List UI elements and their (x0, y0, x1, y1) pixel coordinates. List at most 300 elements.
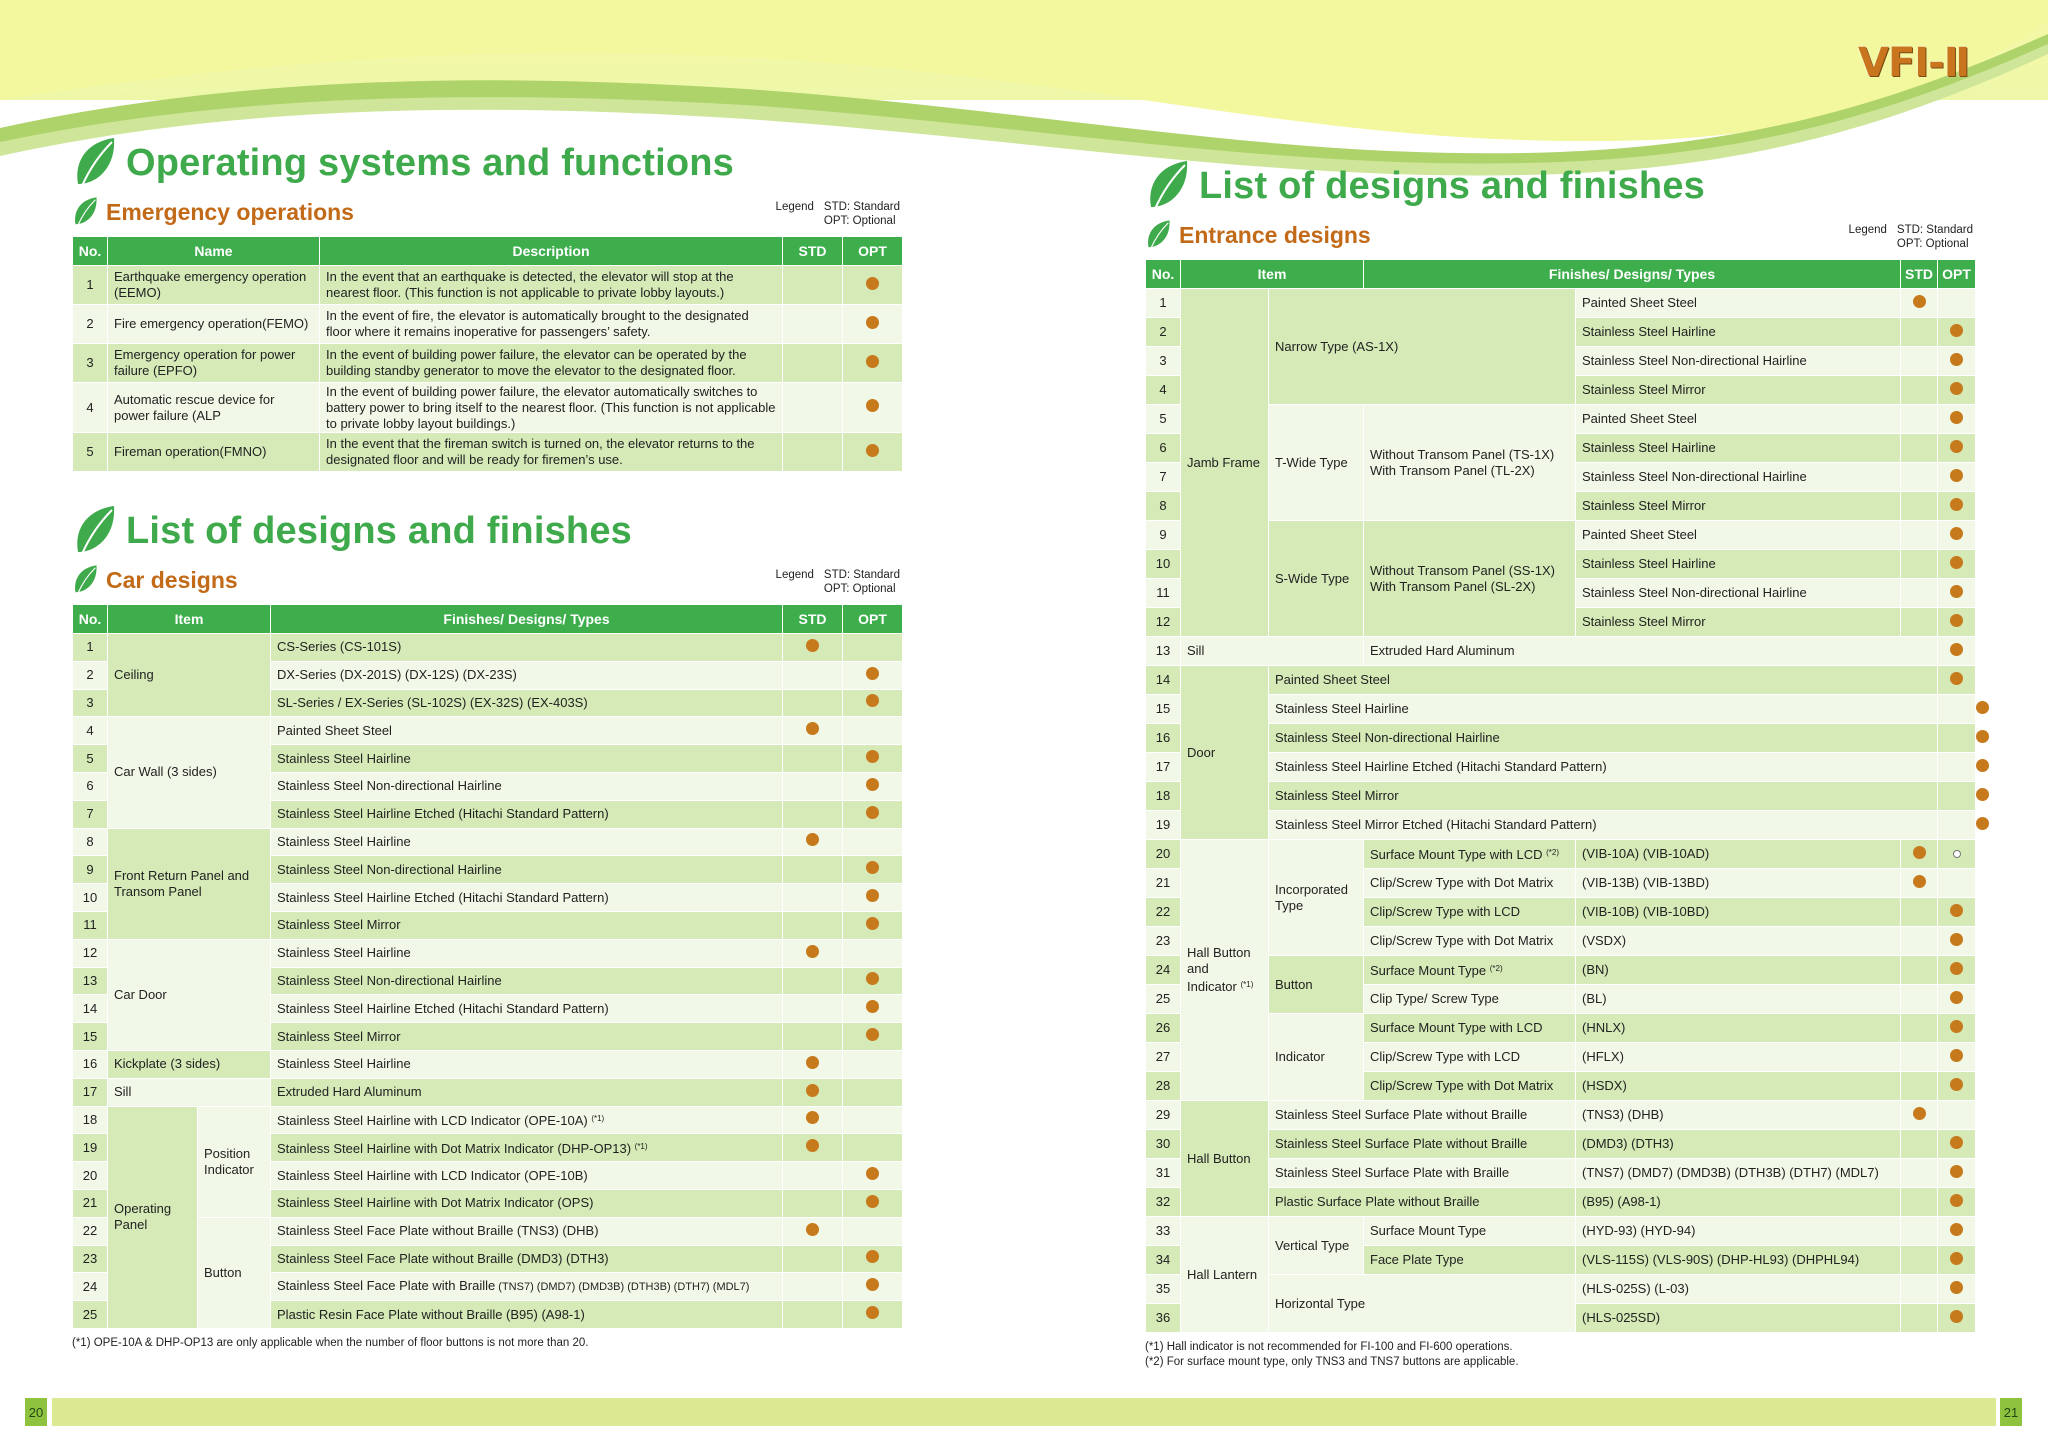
opt-cell (843, 939, 903, 967)
row-number: 4 (1146, 376, 1181, 405)
group-t-wide-type: T-Wide Type (1269, 405, 1364, 521)
row-number: 32 (1146, 1188, 1181, 1217)
row-model: (VIB-10B) (VIB-10BD) (1576, 898, 1901, 927)
std-cell (1938, 666, 1976, 695)
row-finish: Stainless Steel Hairline (271, 828, 783, 856)
row-number: 6 (73, 772, 108, 800)
footnote-ref: (*1) (591, 1113, 605, 1123)
opt-cell (843, 1162, 903, 1190)
opt-cell (1938, 927, 1976, 956)
col-header-item: Item (108, 605, 271, 634)
dot-icon (1976, 701, 1989, 714)
left-page (72, 134, 902, 1351)
std-cell (1901, 550, 1938, 579)
dot-icon (1950, 1194, 1963, 1207)
row-number: 24 (1146, 956, 1181, 985)
row-type: Clip/Screw Type with Dot Matrix (1364, 927, 1576, 956)
table-row (1146, 956, 1976, 985)
row-number: 19 (73, 1134, 108, 1162)
table-row (1146, 1130, 1976, 1159)
row-finish: Stainless Steel Non-directional Hairline (271, 856, 783, 884)
col-header-no: No. (73, 237, 108, 266)
col-header-std: STD (783, 605, 843, 634)
table-row (73, 344, 903, 383)
dot-icon (1950, 991, 1963, 1004)
opt-cell (1938, 1304, 1976, 1333)
table-row (1146, 666, 1976, 695)
std-cell (1901, 521, 1938, 550)
row-description: In the event of building power failure, the elevator automatically switches to battery power to bring itself to the nearest floor. (This function is not applicable to private lobby layout buildings.) (320, 383, 783, 433)
row-number: 35 (1146, 1275, 1181, 1304)
leaf-icon (72, 195, 100, 229)
row-number: 25 (1146, 985, 1181, 1014)
std-cell (1901, 1304, 1938, 1333)
std-cell (783, 1134, 843, 1162)
row-number: 20 (1146, 840, 1181, 869)
std-cell (1901, 579, 1938, 608)
entrance-subtitle: Entrance designs (1179, 221, 1371, 248)
dot-icon (866, 694, 879, 707)
std-cell (1901, 1014, 1938, 1043)
row-finish: Stainless Steel Mirror (1576, 608, 1901, 637)
emergency-subheading (72, 192, 902, 232)
opt-cell (1938, 1275, 1976, 1304)
std-cell (783, 689, 843, 717)
row-finish: Stainless Steel Hairline (1576, 434, 1901, 463)
opt-cell (843, 717, 903, 745)
dot-icon (1950, 1078, 1963, 1091)
dot-icon (866, 917, 879, 930)
row-finish: Stainless Steel Hairline (1269, 695, 1938, 724)
group-door: Door (1181, 666, 1269, 840)
row-type: Clip/Screw Type with Dot Matrix (1364, 869, 1576, 898)
col-header-finish: Finishes/ Designs/ Types (1364, 260, 1901, 289)
group-ceiling: Ceiling (108, 634, 271, 717)
col-header-no: No. (1146, 260, 1181, 289)
dot-icon (866, 399, 879, 412)
row-model: (BN) (1576, 956, 1901, 985)
table-row (1146, 289, 1976, 318)
row-type: Surface Mount Type (1364, 1217, 1576, 1246)
opt-cell (843, 433, 903, 472)
opt-cell (843, 1273, 903, 1301)
std-cell (783, 1050, 843, 1078)
row-finish: Stainless Steel Face Plate with Braille (TNS7) (DMD7) (DMD3B) (DTH3B) (DTH7) (MDL7) (271, 1273, 783, 1301)
row-finish: Stainless Steel Hairline (1576, 318, 1901, 347)
row-number: 19 (1146, 811, 1181, 840)
opt-cell (843, 995, 903, 1023)
std-cell (783, 661, 843, 689)
row-number: 12 (73, 939, 108, 967)
row-model: (BL) (1576, 985, 1901, 1014)
row-number: 6 (1146, 434, 1181, 463)
row-number: 28 (1146, 1072, 1181, 1101)
opt-cell (1938, 869, 1976, 898)
opt-cell (1938, 405, 1976, 434)
row-finish: Stainless Steel Hairline Etched (Hitachi Standard Pattern) (271, 800, 783, 828)
opt-cell (843, 1023, 903, 1051)
dot-icon (866, 861, 879, 874)
group-sill: Sill (108, 1078, 271, 1106)
dot-icon (866, 355, 879, 368)
opt-cell (843, 1078, 903, 1106)
dot-icon (1950, 1223, 1963, 1236)
opt-cell (843, 661, 903, 689)
col-header-description: Description (320, 237, 783, 266)
std-cell (783, 800, 843, 828)
row-number: 23 (1146, 927, 1181, 956)
table-row (1146, 637, 1976, 666)
dot-icon (1950, 556, 1963, 569)
opt-cell (843, 856, 903, 884)
table-header-row (1146, 260, 1976, 289)
row-number: 33 (1146, 1217, 1181, 1246)
dot-icon (1950, 1281, 1963, 1294)
dot-icon (806, 1223, 819, 1236)
legend-label: Legend (775, 201, 814, 213)
row-finish: Stainless Steel Non-directional Hairline (271, 967, 783, 995)
opt-cell (843, 266, 903, 305)
row-number: 17 (1146, 753, 1181, 782)
dot-icon (866, 444, 879, 457)
legend-opt: OPT: Optional (823, 583, 896, 595)
dot-icon (1950, 614, 1963, 627)
dot-icon (866, 1167, 879, 1180)
std-cell (1901, 869, 1938, 898)
dot-icon (1950, 672, 1963, 685)
footnote-ref: (*1) (1240, 980, 1254, 989)
opt-cell (1938, 1188, 1976, 1217)
row-model: (TNS7) (DMD7) (DMD3B) (DTH3B) (DTH7) (MDL7) (1576, 1159, 1901, 1188)
row-finish: Stainless Steel Hairline with LCD Indicator (OPE-10A) $^{(*1)}$ (271, 1106, 783, 1134)
table-row (73, 634, 903, 662)
dot-icon (866, 806, 879, 819)
table-row (73, 266, 903, 305)
std-cell (1901, 492, 1938, 521)
row-number: 11 (73, 911, 108, 939)
dot-icon (806, 945, 819, 958)
row-number: 27 (1146, 1043, 1181, 1072)
row-finish: Stainless Steel Hairline (271, 1050, 783, 1078)
opt-cell (1938, 898, 1976, 927)
legend (776, 200, 900, 228)
dot-icon (1950, 1310, 1963, 1323)
dot-icon (866, 1250, 879, 1263)
row-finish: Stainless Steel Mirror (271, 911, 783, 939)
std-cell (1901, 1130, 1938, 1159)
row-number: 22 (1146, 898, 1181, 927)
row-type: Surface Mount Type $^{(*2)}$ (1364, 956, 1576, 985)
opt-cell (1938, 1014, 1976, 1043)
row-number: 36 (1146, 1304, 1181, 1333)
page-number-left: 20 (25, 1398, 47, 1426)
row-number: 15 (1146, 695, 1181, 724)
opt-cell (1938, 579, 1976, 608)
std-cell (1901, 1043, 1938, 1072)
table-row (1146, 405, 1976, 434)
row-number: 2 (73, 661, 108, 689)
dot-icon (1950, 527, 1963, 540)
std-cell (783, 344, 843, 383)
footnote-ref: (*1) (634, 1141, 648, 1151)
row-number: 5 (73, 745, 108, 773)
opt-cell (843, 1245, 903, 1273)
row-finish: Extruded Hard Aluminum (1364, 637, 1938, 666)
row-finish: CS-Series (CS-101S) (271, 634, 783, 662)
row-model: (DMD3) (DTH3) (1576, 1130, 1901, 1159)
dot-icon (1950, 440, 1963, 453)
row-finish: Stainless Steel Hairline (1576, 550, 1901, 579)
dot-icon (1976, 788, 1989, 801)
row-number: 26 (1146, 1014, 1181, 1043)
legend-label: Legend (775, 569, 814, 581)
row-finish: SL-Series / EX-Series (SL-102S) (EX-32S) (EX-403S) (271, 689, 783, 717)
car-footnote: (*1) OPE-10A & DHP-OP13 are only applicable when the number of floor buttons is not more than 20. (72, 1336, 589, 1349)
row-number: 1 (73, 266, 108, 305)
group-s-wide-type: S-Wide Type (1269, 521, 1364, 637)
std-cell (1938, 753, 1976, 782)
opt-cell (1938, 289, 1976, 318)
dot-icon (1950, 643, 1963, 656)
dot-icon (1913, 875, 1926, 888)
row-finish: Stainless Steel Non-directional Hairline (1576, 579, 1901, 608)
std-cell (1901, 956, 1938, 985)
table-row (73, 305, 903, 344)
group-narrow-type: Narrow Type (AS-1X) (1269, 289, 1576, 405)
row-finish: Painted Sheet Steel (1576, 521, 1901, 550)
row-finish: Stainless Steel Hairline with LCD Indicator (OPE-10B) (271, 1162, 783, 1190)
dot-icon (1950, 585, 1963, 598)
table-row (1146, 724, 1976, 753)
row-number: 15 (73, 1023, 108, 1051)
opt-cell (1938, 1072, 1976, 1101)
std-cell (1901, 463, 1938, 492)
dot-icon (1950, 1252, 1963, 1265)
row-name: Fireman operation(FMNO) (108, 433, 320, 472)
std-cell (783, 1162, 843, 1190)
std-cell (783, 1106, 843, 1134)
legend-opt: OPT: Optional (823, 215, 896, 227)
footnote-ref: (*2) (1489, 964, 1503, 973)
right-page (1145, 157, 1975, 1370)
entrance-footnote-2: (*2) For surface mount type, only TNS3 and TNS7 buttons are applicable. (1145, 1356, 1519, 1368)
std-cell (1901, 985, 1938, 1014)
group-car-wall: Car Wall (3 sides) (108, 717, 271, 828)
footer-bar (52, 1398, 1996, 1426)
std-cell (1901, 1275, 1938, 1304)
table-row (1146, 1014, 1976, 1043)
dot-icon (1950, 933, 1963, 946)
col-header-finish: Finishes/ Designs/ Types (271, 605, 783, 634)
dot-icon (866, 889, 879, 902)
leaf-icon (1145, 218, 1173, 252)
opt-cell (843, 772, 903, 800)
dot-icon (866, 1028, 879, 1041)
std-cell (783, 856, 843, 884)
row-number: 21 (73, 1189, 108, 1217)
row-number: 10 (1146, 550, 1181, 579)
dot-icon (866, 316, 879, 329)
row-model: (HLS-025SD) (1576, 1304, 1901, 1333)
row-number: 2 (1146, 318, 1181, 347)
row-model: (VIB-13B) (VIB-13BD) (1576, 869, 1901, 898)
row-number: 16 (1146, 724, 1181, 753)
opt-cell (843, 800, 903, 828)
group-car-door: Car Door (108, 939, 271, 1050)
table-row (1146, 1188, 1976, 1217)
table-row (73, 383, 903, 433)
row-finish: Painted Sheet Steel (1576, 289, 1901, 318)
std-cell (1901, 1246, 1938, 1275)
std-cell (783, 433, 843, 472)
leaf-icon (72, 504, 120, 558)
std-cell (1901, 289, 1938, 318)
row-number: 14 (73, 995, 108, 1023)
legend-opt: OPT: Optional (1896, 238, 1969, 250)
dot-icon (1950, 469, 1963, 482)
leaf-icon (72, 136, 120, 190)
row-number: 13 (73, 967, 108, 995)
table-header-row (73, 605, 903, 634)
row-number: 31 (1146, 1159, 1181, 1188)
group-s-wide-panel: Without Transom Panel (SS-1X) With Transom Panel (SL-2X) (1364, 521, 1576, 637)
row-finish: Stainless Steel Non-directional Hairline (271, 772, 783, 800)
opt-cell (843, 634, 903, 662)
row-number: 7 (1146, 463, 1181, 492)
row-description: In the event of building power failure, the elevator can be operated by the building standby generator to move the elevator to the designated floor. (320, 344, 783, 383)
group-position-indicator: Position Indicator (198, 1106, 271, 1217)
legend-std: STD: Standard (823, 569, 900, 581)
row-finish: Stainless Steel Hairline Etched (Hitachi Standard Pattern) (271, 884, 783, 912)
std-cell (783, 1023, 843, 1051)
std-cell (783, 828, 843, 856)
row-number: 14 (1146, 666, 1181, 695)
row-model: (VIB-10A) (VIB-10AD) (1576, 840, 1901, 869)
opt-cell (1938, 608, 1976, 637)
row-number: 8 (1146, 492, 1181, 521)
emergency-subtitle: Emergency operations (106, 198, 354, 225)
group-t-wide-panel: Without Transom Panel (TS-1X) With Transom Panel (TL-2X) (1364, 405, 1576, 521)
std-cell (1938, 695, 1976, 724)
row-finish: Stainless Steel Mirror (1576, 492, 1901, 521)
row-name: Emergency operation for power failure (EPFO) (108, 344, 320, 383)
dot-icon (1976, 817, 1989, 830)
opt-cell (843, 1301, 903, 1329)
table-row (1146, 1159, 1976, 1188)
std-cell (1938, 637, 1976, 666)
std-cell (1901, 608, 1938, 637)
page-title-left: Operating systems and functions (126, 141, 734, 184)
row-number: 29 (1146, 1101, 1181, 1130)
opt-cell (843, 745, 903, 773)
row-number: 1 (1146, 289, 1181, 318)
row-number: 1 (73, 634, 108, 662)
opt-cell (1938, 434, 1976, 463)
table-row (1146, 1275, 1976, 1304)
dot-icon (1913, 846, 1926, 859)
table-row (73, 939, 903, 967)
opt-cell (1938, 1217, 1976, 1246)
row-number: 10 (73, 884, 108, 912)
row-number: 4 (73, 717, 108, 745)
row-finish: Extruded Hard Aluminum (271, 1078, 783, 1106)
col-header-opt: OPT (1938, 260, 1976, 289)
row-model: (HNLX) (1576, 1014, 1901, 1043)
row-finish: DX-Series (DX-201S) (DX-12S) (DX-23S) (271, 661, 783, 689)
dot-icon (806, 833, 819, 846)
page-title-right: List of designs and finishes (1199, 164, 1706, 207)
opt-cell (843, 1106, 903, 1134)
std-cell (783, 717, 843, 745)
row-finish: Stainless Steel Hairline Etched (Hitachi Standard Pattern) (271, 995, 783, 1023)
row-type: Plastic Surface Plate without Braille (1269, 1188, 1576, 1217)
group-indicator: Indicator (1269, 1014, 1364, 1101)
row-number: 3 (1146, 347, 1181, 376)
leaf-icon (1145, 159, 1193, 213)
row-number: 16 (73, 1050, 108, 1078)
row-finish: Painted Sheet Steel (1269, 666, 1938, 695)
legend (1849, 223, 1973, 251)
group-hall-button: Hall Button (1181, 1101, 1269, 1217)
opt-cell (843, 828, 903, 856)
row-number: 22 (73, 1217, 108, 1245)
row-name: Automatic rescue device for power failure (ALP (108, 383, 320, 433)
opt-cell (1938, 1159, 1976, 1188)
group-hall-button-indicator: Hall Button and Indicator $^{(*1)}$ (1181, 840, 1269, 1101)
dot-icon (866, 972, 879, 985)
car-designs-subheading (72, 560, 902, 600)
row-finish: Stainless Steel Mirror Etched (Hitachi Standard Pattern) (1269, 811, 1938, 840)
opt-cell (1938, 318, 1976, 347)
dot-icon (1950, 498, 1963, 511)
row-type: Surface Mount Type with LCD (1364, 1014, 1576, 1043)
table-row (1146, 753, 1976, 782)
entrance-designs-table (1145, 259, 1976, 1333)
col-header-opt: OPT (843, 237, 903, 266)
row-number: 20 (73, 1162, 108, 1190)
row-description: In the event that the fireman switch is turned on, the elevator returns to the designated floor and will be ready for firemen’s use. (320, 433, 783, 472)
row-model: (B95) (A98-1) (1576, 1188, 1901, 1217)
row-number: 18 (1146, 782, 1181, 811)
dot-icon (866, 1195, 879, 1208)
std-cell (783, 1189, 843, 1217)
row-number: 30 (1146, 1130, 1181, 1159)
brand-logo: VFI-Ⅱ (1858, 40, 1970, 86)
row-number: 24 (73, 1273, 108, 1301)
std-cell (783, 634, 843, 662)
std-cell (783, 967, 843, 995)
row-number: 17 (73, 1078, 108, 1106)
group-incorporated-type: Incorporated Type (1269, 840, 1364, 956)
opt-cell (843, 1134, 903, 1162)
hollow-dot-icon (1953, 850, 1961, 858)
dot-icon (866, 667, 879, 680)
row-number: 3 (73, 689, 108, 717)
table-row (73, 1217, 903, 1245)
row-finish: Stainless Steel Non-directional Hairline (1269, 724, 1938, 753)
dot-icon (1976, 730, 1989, 743)
dot-icon (806, 1056, 819, 1069)
dot-icon (1950, 1020, 1963, 1033)
row-type: Face Plate Type (1364, 1246, 1576, 1275)
group-jamb-frame: Jamb Frame (1181, 289, 1269, 637)
entrance-subheading (1145, 215, 1975, 255)
row-type: Clip Type/ Screw Type (1364, 985, 1576, 1014)
std-cell (1901, 347, 1938, 376)
legend-std: STD: Standard (823, 201, 900, 213)
designs-heading-right (1145, 157, 1975, 215)
row-name: Earthquake emergency operation (EEMO) (108, 266, 320, 305)
